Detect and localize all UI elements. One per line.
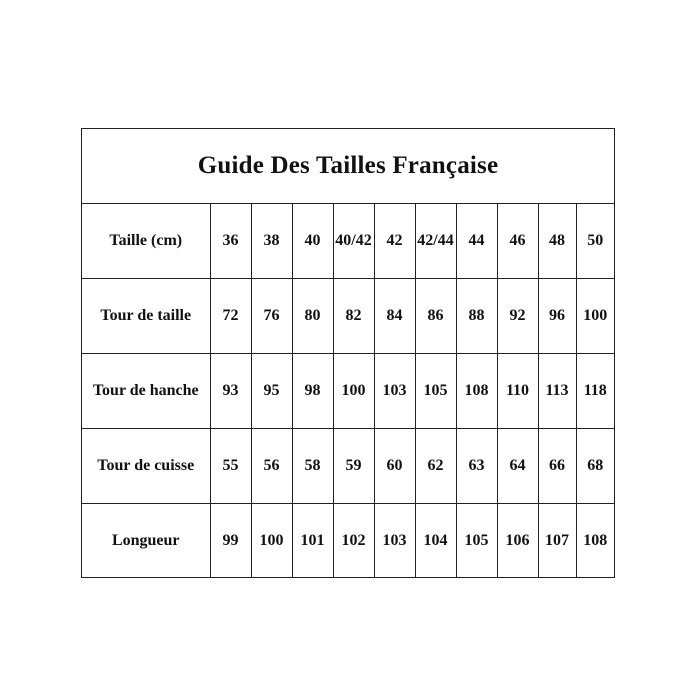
table-cell: 36 xyxy=(210,204,251,279)
table-cell: 92 xyxy=(497,279,538,354)
table-cell: 63 xyxy=(456,429,497,504)
table-cell: 80 xyxy=(292,279,333,354)
table-cell: 100 xyxy=(333,354,374,429)
table-cell: 60 xyxy=(374,429,415,504)
table-cell: 66 xyxy=(538,429,576,504)
table-row-tour-de-hanche xyxy=(82,354,614,429)
table-cell: 40 xyxy=(292,204,333,279)
table-cell: 58 xyxy=(292,429,333,504)
table-cell: 38 xyxy=(251,204,292,279)
table-cell: 96 xyxy=(538,279,576,354)
table-cell: 106 xyxy=(497,504,538,579)
table-cell: 40/42 xyxy=(333,204,374,279)
table-cell: 105 xyxy=(415,354,456,429)
table-cell: 99 xyxy=(210,504,251,579)
row-label: Tour de hanche xyxy=(82,354,210,429)
size-table xyxy=(82,204,614,578)
table-cell: 46 xyxy=(497,204,538,279)
row-label: Tour de taille xyxy=(82,279,210,354)
table-row-tour-de-cuisse xyxy=(82,429,614,504)
table-cell: 98 xyxy=(292,354,333,429)
table-cell: 103 xyxy=(374,354,415,429)
table-row-tour-de-taille xyxy=(82,279,614,354)
table-cell: 55 xyxy=(210,429,251,504)
table-cell: 103 xyxy=(374,504,415,579)
table-cell: 108 xyxy=(456,354,497,429)
row-label: Taille (cm) xyxy=(82,204,210,279)
table-cell: 72 xyxy=(210,279,251,354)
table-cell: 42 xyxy=(374,204,415,279)
table-cell: 76 xyxy=(251,279,292,354)
table-cell: 100 xyxy=(576,279,614,354)
table-cell: 113 xyxy=(538,354,576,429)
table-cell: 95 xyxy=(251,354,292,429)
table-row-taille xyxy=(82,204,614,279)
row-label: Longueur xyxy=(82,504,210,579)
table-cell: 56 xyxy=(251,429,292,504)
table-cell: 108 xyxy=(576,504,614,579)
table-cell: 101 xyxy=(292,504,333,579)
table-cell: 59 xyxy=(333,429,374,504)
row-label: Tour de cuisse xyxy=(82,429,210,504)
table-cell: 104 xyxy=(415,504,456,579)
table-cell: 48 xyxy=(538,204,576,279)
guide-title: Guide Des Tailles Française xyxy=(82,129,614,204)
table-cell: 102 xyxy=(333,504,374,579)
table-cell: 105 xyxy=(456,504,497,579)
table-cell: 42/44 xyxy=(415,204,456,279)
table-cell: 93 xyxy=(210,354,251,429)
table-cell: 50 xyxy=(576,204,614,279)
table-cell: 110 xyxy=(497,354,538,429)
table-cell: 88 xyxy=(456,279,497,354)
table-row-longueur xyxy=(82,504,614,579)
table-cell: 107 xyxy=(538,504,576,579)
size-guide-table xyxy=(81,128,615,578)
table-cell: 64 xyxy=(497,429,538,504)
table-cell: 62 xyxy=(415,429,456,504)
table-cell: 68 xyxy=(576,429,614,504)
table-cell: 100 xyxy=(251,504,292,579)
table-cell: 86 xyxy=(415,279,456,354)
table-cell: 82 xyxy=(333,279,374,354)
table-cell: 118 xyxy=(576,354,614,429)
table-cell: 84 xyxy=(374,279,415,354)
table-cell: 44 xyxy=(456,204,497,279)
